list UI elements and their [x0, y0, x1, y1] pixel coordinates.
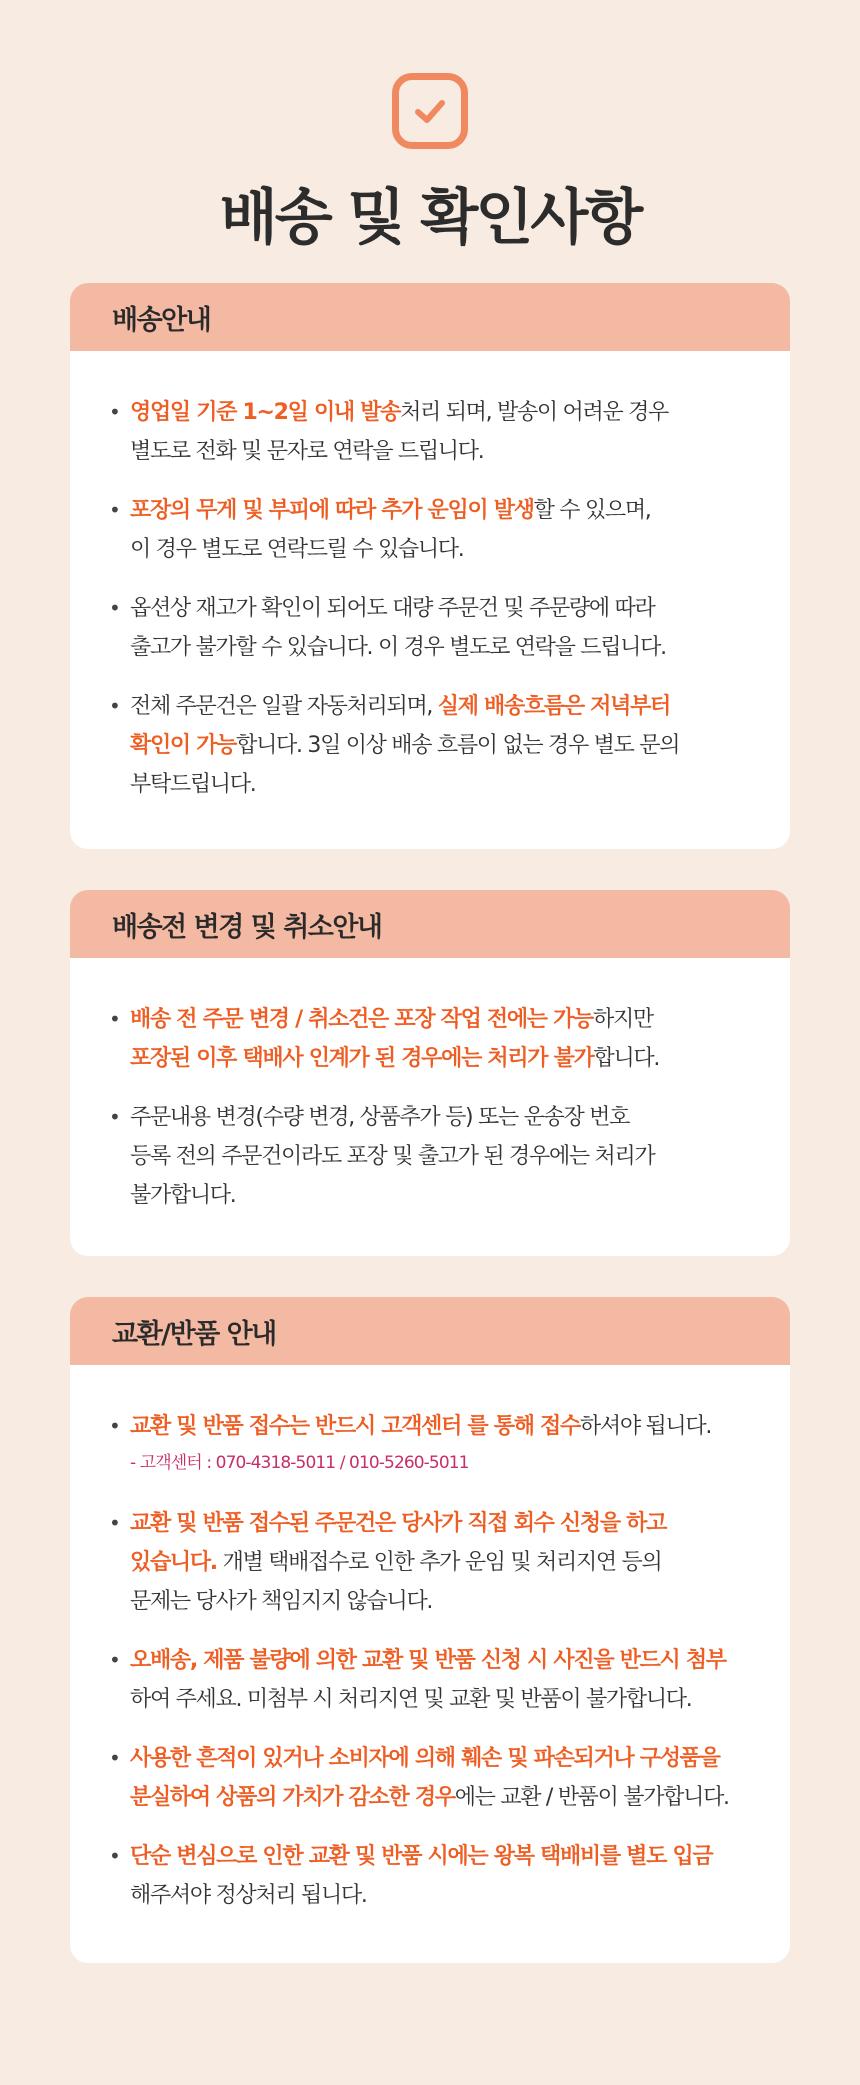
- section-title: 배송안내: [70, 283, 790, 351]
- shipping-guide-card: [70, 283, 790, 849]
- section-body: [70, 351, 790, 804]
- page-title: 배송 및 확인사항: [219, 183, 641, 253]
- body-text: 합니다.: [593, 1046, 660, 1071]
- bullet: •: [109, 498, 120, 522]
- notice-text: [130, 393, 742, 471]
- body-text: 별도로 전화 및 문자로 연락을 드립니다.: [130, 439, 484, 464]
- body-text: 전체 주문건은 일괄 자동처리되며,: [130, 694, 438, 719]
- body-text: 하지만: [593, 1007, 653, 1032]
- bullet: •: [109, 1844, 120, 1868]
- bullet: •: [109, 1746, 120, 1770]
- check-square-icon: [392, 73, 468, 149]
- bullet: •: [109, 596, 120, 620]
- body-text: 개별 택배접수로 인한 추가 운임 및 처리지연 등의: [216, 1550, 662, 1575]
- checkmark-icon: [408, 89, 452, 133]
- highlight-text: 실제 배송흐름은 저녁부터: [437, 694, 670, 719]
- notice-text: [130, 1739, 742, 1817]
- body-text: 문제는 당사가 책임지지 않습니다.: [130, 1589, 433, 1614]
- highlight-text: 사용한 흔적이 있거나 소비자에 의해 훼손 및 파손되거나 구성품을: [130, 1746, 720, 1771]
- exchange-return-card: [70, 1297, 790, 1963]
- body-text: 부탁드립니다.: [130, 772, 256, 797]
- body-text: 합니다. 3일 이상 배송 흐름이 없는 경우 별도 문의: [236, 733, 680, 758]
- highlight-text: 교환 및 반품 접수된 주문건은 당사가 직접 회수 신청을 하고: [130, 1511, 667, 1536]
- list-item: [109, 687, 742, 804]
- list-item: [109, 393, 742, 471]
- list-item: [109, 1504, 742, 1621]
- notice-text: [130, 1407, 742, 1484]
- highlight-text: 확인이 가능: [130, 733, 237, 758]
- body-text: 하셔야 됩니다.: [579, 1414, 712, 1439]
- body-text: 옵션상 재고가 확인이 되어도 대량 주문건 및 주문량에 따라: [130, 596, 655, 621]
- highlight-text: 포장된 이후 택배사 인계가 된 경우에는 처리가 불가: [130, 1046, 594, 1071]
- body-text: 해주셔야 정상처리 됩니다.: [130, 1883, 367, 1908]
- highlight-text: 영업일 기준 1~2일 이내 발송: [130, 400, 401, 425]
- body-text: 할 수 있으며,: [533, 498, 651, 523]
- bullet: •: [109, 1414, 120, 1438]
- section-title: 배송전 변경 및 취소안내: [70, 890, 790, 958]
- list-item: [109, 1098, 742, 1215]
- bullet: •: [109, 1648, 120, 1672]
- customer-center-phone: - 고객센터 : 070-4318-5011 / 010-5260-5011: [130, 1453, 469, 1473]
- cancel-guide-card: [70, 890, 790, 1256]
- notice-text: [130, 1000, 742, 1078]
- highlight-text: 교환 및 반품 접수는 반드시 고객센터 를 통해 접수: [130, 1414, 580, 1439]
- list-item: [109, 491, 742, 569]
- body-text: 출고가 불가할 수 있습니다. 이 경우 별도로 연락을 드립니다.: [130, 635, 666, 660]
- list-item: [109, 1407, 742, 1484]
- section-title: 교환/반품 안내: [70, 1297, 790, 1365]
- highlight-text: 분실하여 상품의 가치가 감소한 경우: [130, 1785, 455, 1810]
- list-item: [109, 1641, 742, 1719]
- bullet: •: [109, 1105, 120, 1129]
- body-text: 등록 전의 주문건이라도 포장 및 출고가 된 경우에는 처리가: [130, 1144, 655, 1169]
- notice-text: [130, 687, 742, 804]
- notice-text: [130, 1641, 742, 1719]
- body-text: 이 경우 별도로 연락드릴 수 있습니다.: [130, 537, 464, 562]
- bullet: •: [109, 1007, 120, 1031]
- highlight-text: 단순 변심으로 인한 교환 및 반품 시에는 왕복 택배비를 별도 입금: [130, 1844, 713, 1869]
- section-body: [70, 1365, 790, 1915]
- notice-text: [130, 1098, 742, 1215]
- list-item: [109, 1837, 742, 1915]
- highlight-text: 있습니다.: [130, 1550, 217, 1575]
- body-text: 에는 교환 / 반품이 불가합니다.: [454, 1785, 729, 1810]
- highlight-text: 포장의 무게 및 부피에 따라 추가 운임이 발생: [130, 498, 534, 523]
- bullet: •: [109, 694, 120, 718]
- list-item: [109, 1739, 742, 1817]
- list-item: [109, 589, 742, 667]
- body-text: 처리 되며, 발송이 어려운 경우: [400, 400, 669, 425]
- notice-text: [130, 1837, 742, 1915]
- highlight-text: 배송 전 주문 변경 / 취소건은 포장 작업 전에는 가능: [130, 1007, 594, 1032]
- bullet: •: [109, 400, 120, 424]
- highlight-text: 오배송, 제품 불량에 의한 교환 및 반품 신청 시 사진을 반드시 첨부: [130, 1648, 726, 1673]
- bullet: •: [109, 1511, 120, 1535]
- body-text: 주문내용 변경(수량 변경, 상품추가 등) 또는 운송장 번호: [130, 1105, 630, 1130]
- notice-text: [130, 1504, 742, 1621]
- notice-text: [130, 491, 742, 569]
- list-item: [109, 1000, 742, 1078]
- section-body: [70, 958, 790, 1215]
- body-text: 하여 주세요. 미첨부 시 처리지연 및 교환 및 반품이 불가합니다.: [130, 1687, 692, 1712]
- notice-text: [130, 589, 742, 667]
- body-text: 불가합니다.: [130, 1183, 236, 1208]
